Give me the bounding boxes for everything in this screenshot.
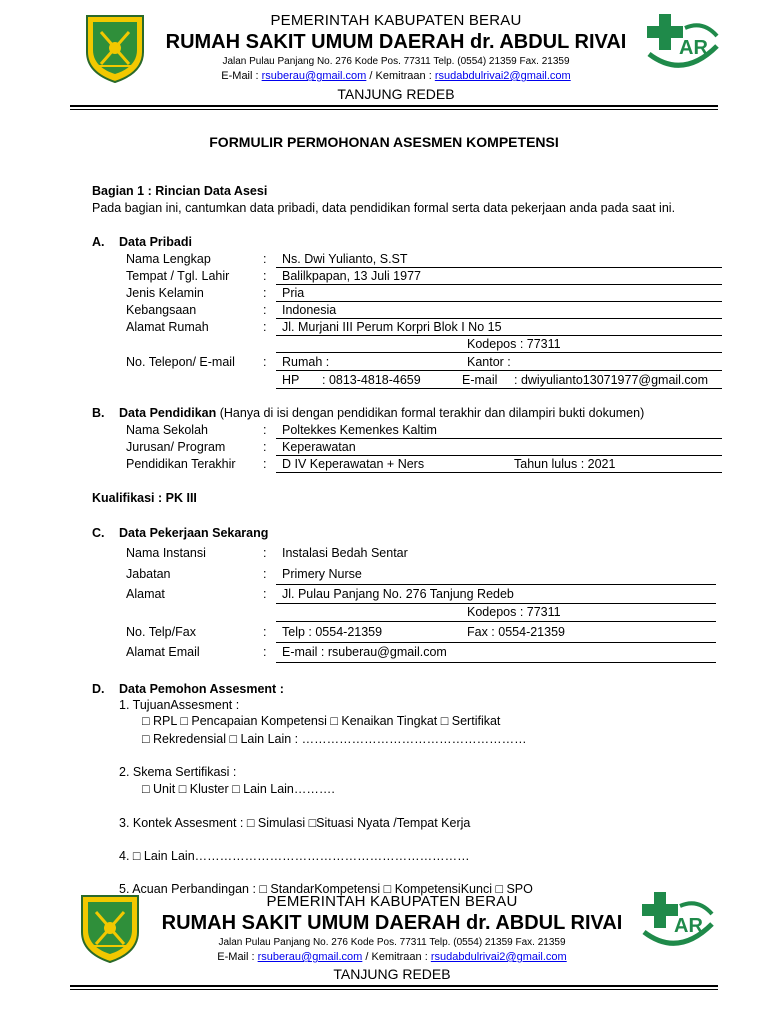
telp-value: Telp : 0554-21359 — [282, 625, 383, 639]
kabupaten-berau-emblem — [83, 12, 147, 84]
jurusan-value: Keperawatan — [282, 440, 356, 454]
colon: : — [263, 625, 267, 639]
section-b-note: (Hanya di isi dengan pendidikan formal terakhir dan dilampiri bukti dokumen) — [216, 406, 645, 420]
svg-text:AR: AR — [679, 37, 708, 59]
underline — [276, 584, 716, 585]
jabatan-label: Jabatan — [126, 567, 171, 581]
email-link[interactable]: rsuberau@gmail.com — [261, 70, 367, 82]
colon: : — [263, 440, 267, 454]
kebangsaan-value: Indonesia — [282, 303, 337, 317]
colon: : — [263, 457, 267, 471]
pendidikan-terakhir-label: Pendidikan Terakhir — [126, 457, 236, 471]
header-city: TANJUNG REDEB — [337, 86, 455, 102]
section-b-heading — [119, 406, 644, 420]
alamat-instansi-label: Alamat — [126, 587, 165, 601]
hp-label: HP — [282, 373, 300, 387]
header-address: Jalan Pulau Panjang No. 276 Kode Pos. 77311 Telp. (0554) 21359 Fax. 21359 — [222, 56, 570, 67]
hp-value: : 0813-4818-4659 — [322, 373, 421, 387]
section-b-title: Data Pendidikan — [119, 406, 217, 420]
email-label: E-mail — [462, 373, 498, 387]
alamat-instansi-value: Jl. Pulau Panjang No. 276 Tanjung Redeb — [282, 587, 514, 601]
kontek-assesment[interactable]: 3. Kontek Assesment : □ Simulasi □Situasi Nyata /Tempat Kerja — [119, 816, 471, 830]
skema-options[interactable]: □ Unit □ Kluster □ Lain Lain………. — [142, 782, 335, 796]
colon: : — [263, 303, 267, 317]
section-d-title: Data Pemohon Assesment : — [119, 682, 284, 696]
telp-fax-label: No. Telp/Fax — [126, 625, 196, 639]
header-hospital-name: RUMAH SAKIT UMUM DAERAH dr. ABDUL RIVAI — [165, 31, 627, 53]
bagian-1-title: Bagian 1 : Rincian Data Asesi — [92, 184, 268, 198]
header-contact — [146, 951, 638, 963]
ttl-value: Balilkpapan, 13 Juli 1977 — [282, 269, 421, 283]
underline — [276, 370, 722, 371]
acuan-perbandingan[interactable]: 5. Acuan Perbandingan : □ StandarKompetensi □ KompetensiKunci □ SPO — [119, 882, 533, 896]
email-label: E-Mail : — [217, 951, 258, 963]
header-rule-thin — [70, 109, 718, 110]
header-government: PEMERINTAH KABUPATEN BERAU — [270, 12, 522, 29]
svg-text:AR: AR — [674, 915, 703, 937]
telepon-label: No. Telepon/ E-mail — [126, 355, 235, 369]
kemitraan-email-link[interactable]: rsudabdulrivai2@gmail.com — [434, 70, 571, 82]
tahun-lulus-value: Tahun lulus : 2021 — [514, 457, 616, 471]
alamat-rumah-value: Jl. Murjani III Perum Korpri Blok I No 15 — [282, 320, 502, 334]
form-title: FORMULIR PERMOHONAN ASESMEN KOMPETENSI — [209, 134, 559, 150]
underline — [276, 621, 716, 622]
jenis-kelamin-label: Jenis Kelamin — [126, 286, 204, 300]
colon: : — [263, 546, 267, 560]
header-city: TANJUNG REDEB — [333, 966, 451, 982]
kemitraan-email-link[interactable]: rsudabdulrivai2@gmail.com — [430, 951, 567, 963]
kebangsaan-label: Kebangsaan — [126, 303, 197, 317]
bagian-1-intro: Pada bagian ini, cantumkan data pribadi, data pendidikan formal serta data pekerjaan anda pada saat ini. — [92, 201, 676, 215]
lain-lain[interactable]: 4. □ Lain Lain………………………………………………………… — [119, 849, 470, 863]
colon: : — [263, 269, 267, 283]
colon: : — [263, 355, 267, 369]
header-contact — [150, 70, 642, 82]
section-c-letter: C. — [92, 526, 105, 540]
header-hospital-name: RUMAH SAKIT UMUM DAERAH dr. ABDUL RIVAI — [161, 912, 623, 934]
alamat-email-value: E-mail : rsuberau@gmail.com — [282, 645, 447, 659]
rumah-value: Rumah : — [282, 355, 330, 369]
kualifikasi: Kualifikasi : PK III — [92, 491, 197, 505]
rsud-ar-logo — [645, 10, 721, 82]
email-value: : dwiyulianto13071977@gmail.com — [514, 373, 709, 387]
underline — [276, 284, 722, 285]
header-government: PEMERINTAH KABUPATEN BERAU — [266, 893, 518, 910]
nama-sekolah-value: Poltekkes Kemenkes Kaltim — [282, 423, 437, 437]
kabupaten-berau-emblem — [78, 892, 142, 964]
section-b-letter: B. — [92, 406, 105, 420]
kodepos-instansi-value: Kodepos : 77311 — [467, 605, 561, 619]
kantor-value: Kantor : — [467, 355, 511, 369]
underline — [276, 455, 722, 456]
jabatan-value: Primery Nurse — [282, 567, 362, 581]
jurusan-label: Jurusan/ Program — [126, 440, 226, 454]
tujuan-options-1[interactable]: □ RPL □ Pencapaian Kompetensi □ Kenaikan Tingkat □ Sertifikat — [142, 714, 501, 728]
underline — [276, 472, 722, 473]
underline — [276, 301, 722, 302]
kemitraan-label: / Kemitraan : — [362, 951, 431, 963]
colon: : — [263, 567, 267, 581]
colon: : — [263, 320, 267, 334]
skema-sertifikasi: 2. Skema Sertifikasi : — [119, 765, 237, 779]
underline — [276, 642, 716, 643]
kodepos-value: Kodepos : 77311 — [467, 337, 561, 351]
kemitraan-label: / Kemitraan : — [366, 70, 435, 82]
section-d-letter: D. — [92, 682, 105, 696]
section-a-title: Data Pribadi — [119, 235, 192, 249]
nama-lengkap-value: Ns. Dwi Yulianto, S.ST — [282, 252, 408, 266]
underline — [276, 352, 722, 353]
jenis-kelamin-value: Pria — [282, 286, 305, 300]
colon: : — [263, 252, 267, 266]
header-rule-thick — [70, 985, 718, 987]
rsud-ar-logo — [640, 888, 716, 960]
email-link[interactable]: rsuberau@gmail.com — [257, 951, 363, 963]
colon: : — [263, 587, 267, 601]
underline — [276, 335, 722, 336]
underline — [276, 388, 722, 389]
section-c-title: Data Pekerjaan Sekarang — [119, 526, 269, 540]
nama-instansi-value: Instalasi Bedah Sentar — [282, 546, 408, 560]
header-rule-thick — [70, 105, 718, 107]
header-rule-thin — [70, 989, 718, 990]
header-address: Jalan Pulau Panjang No. 276 Kode Pos. 77311 Telp. (0554) 21359 Fax. 21359 — [218, 937, 566, 948]
colon: : — [263, 423, 267, 437]
tujuan-options-2[interactable]: □ Rekredensial □ Lain Lain : ……………………………………………… — [142, 732, 527, 746]
alamat-rumah-label: Alamat Rumah — [126, 320, 209, 334]
underline — [276, 662, 716, 663]
fax-value: Fax : 0554-21359 — [467, 625, 565, 639]
nama-lengkap-label: Nama Lengkap — [126, 252, 211, 266]
underline — [276, 318, 722, 319]
pendidikan-terakhir-value: D IV Keperawatan + Ners — [282, 457, 425, 471]
tujuan-assesment: 1. TujuanAssesment : — [119, 698, 240, 712]
colon: : — [263, 645, 267, 659]
section-a-letter: A. — [92, 235, 105, 249]
ttl-label: Tempat / Tgl. Lahir — [126, 269, 230, 283]
alamat-email-label: Alamat Email — [126, 645, 200, 659]
email-label: E-Mail : — [221, 70, 262, 82]
underline — [276, 438, 722, 439]
nama-instansi-label: Nama Instansi — [126, 546, 206, 560]
colon: : — [263, 286, 267, 300]
underline — [276, 603, 716, 604]
underline — [276, 267, 722, 268]
nama-sekolah-label: Nama Sekolah — [126, 423, 208, 437]
